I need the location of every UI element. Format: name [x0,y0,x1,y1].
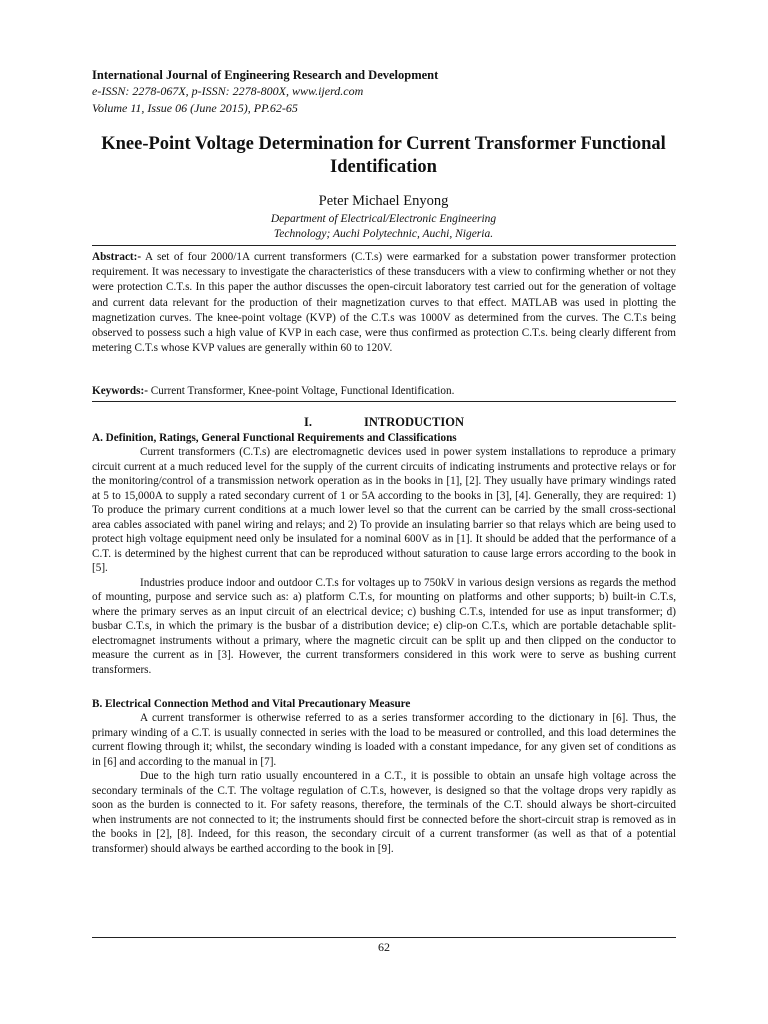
author-affiliation [92,212,675,242]
journal-name: International Journal of Engineering Research and Development [92,68,439,82]
subsection-a-body [92,445,676,677]
section-number: I. [303,415,312,429]
subsection-a-heading: A. Definition, Ratings, General Functional Requirements and Classifications [92,432,457,444]
subsection-b-heading: B. Electrical Connection Method and Vital Precautionary Measure [92,698,411,710]
footer-rule [92,937,676,938]
abstract [92,250,676,356]
author-name: Peter Michael Enyong [318,193,449,209]
section-title: INTRODUCTION [363,415,464,429]
keywords-bottom-rule [92,401,676,402]
abstract-text: A set of four 2000/1A current transformers (C.T.s) were earmarked for a substation power transformer protection requirement. It was necessary to investigate the characteristics of these transducers with a view to confirming whether or not they were protection C.T.s. In this paper the author discusses the open-circuit laboratory test carried out for the generation of voltage and current data relevant for the production of their magnetization curves to that effect. MATLAB was used in plotting the magnetization curves. The knee-point voltage (KVP) of the C.T.s was 1000V as determined from the curves. The C.T.s being observed to possess such a high value of KVP in each case, were thus confirmed as protection C.T.s. being clearly different from metering C.T.s whose KVP values are generally within 60 to 120V. [92,251,676,355]
affiliation-line-1: Department of Electrical/Electronic Engineering [270,213,497,225]
keywords-text: Current Transformer, Knee-point Voltage, Functional Identification. [150,385,455,397]
abstract-top-rule [92,245,676,246]
journal-issn: e-ISSN: 2278-067X, p-ISSN: 2278-800X, www.ijerd.com [92,84,364,98]
paragraph: Industries produce indoor and outdoor C.T.s for voltages up to 750kV in various design versions as regards the method of mounting, purpose and service such as: a) platform C.T.s, for mounting on platforms and other supports; b) built-in C.T.s, where the primary serves as an input circuit of an electrical device; c) bushing C.T.s, intended for use as input transformer; d) busbar C.T.s, in which the primary is the busbar of a distribution device; e) clip-on C.T.s, which are portable detachable split-electromagnet instruments without a primary, where the magnetic circuit can be split up and then clipped on the conductor to measure the current as in [3]. However, the current transformers considered in this work were to serve as bushing current transformers. [92,576,676,676]
paper-title: Knee-Point Voltage Determination for Current Transformer Functional Identification [101,134,666,177]
paragraph: Current transformers (C.T.s) are electromagnetic devices used in power system installations to reproduce a primary circuit current at a much reduced level for the supply of the current circuits of indicating instruments and protective relays or for the monitoring/control of a transmission network operation as in the books in [1], [2]. They usually have primary windings rated at 5 to 15,000A to supply a rated secondary current of 1 or 5A according to the books in [3], [4]. Generally, they are required: 1) To produce the primary current conditions at a much lower level so that the current can be carried by the small cross-sectional area cables associated with panel wiring and relays; and 2) To provide an insulating barrier so that relays which are being used to protect high voltage equipment need only be insulated for a nominal 600V as in [1]. It should be added that the performance of a C.T. is determined by the highest current that can be reproduced without saturation to cause large errors according to the book in [5]. [92,446,676,574]
abstract-label: Abstract:- [92,251,142,263]
journal-volume: Volume 11, Issue 06 (June 2015), PP.62-65 [92,101,298,115]
section-heading [92,415,676,430]
affiliation-line-2: Technology; Auchi Polytechnic, Auchi, Nigeria. [273,228,494,240]
keywords-label: Keywords:- [92,385,148,397]
page-number: 62 [378,940,390,954]
subsection-b-body [92,711,676,856]
keywords [92,384,676,399]
paragraph: Due to the high turn ratio usually encountered in a C.T., it is possible to obtain an unsafe high voltage across the secondary terminals of the C.T. The voltage regulation of C.T.s, however, is designed so that the voltage drops very rapidly as soon as the burden is connected to it. For safety reasons, therefore, the terminals of the C.T. should always be short-circuited when instruments are not connected to it; the instruments should first be connected before the short-circuit strap is removed as in the books in [2], [8]. Indeed, for this reason, the secondary circuit of a current transformer (as well as that of a potential transformer) should always be earthed according to the book in [9]. [92,770,676,855]
paragraph: A current transformer is otherwise referred to as a series transformer according to the dictionary in [6]. Thus, the primary winding of a C.T. is usually connected in series with the load to be measured or controlled, and this load determines the current flowing through it; whilst, the secondary winding is loaded with a constant impedance, for any given set of conditions as in [6] and according to the manual in [7]. [92,712,676,768]
